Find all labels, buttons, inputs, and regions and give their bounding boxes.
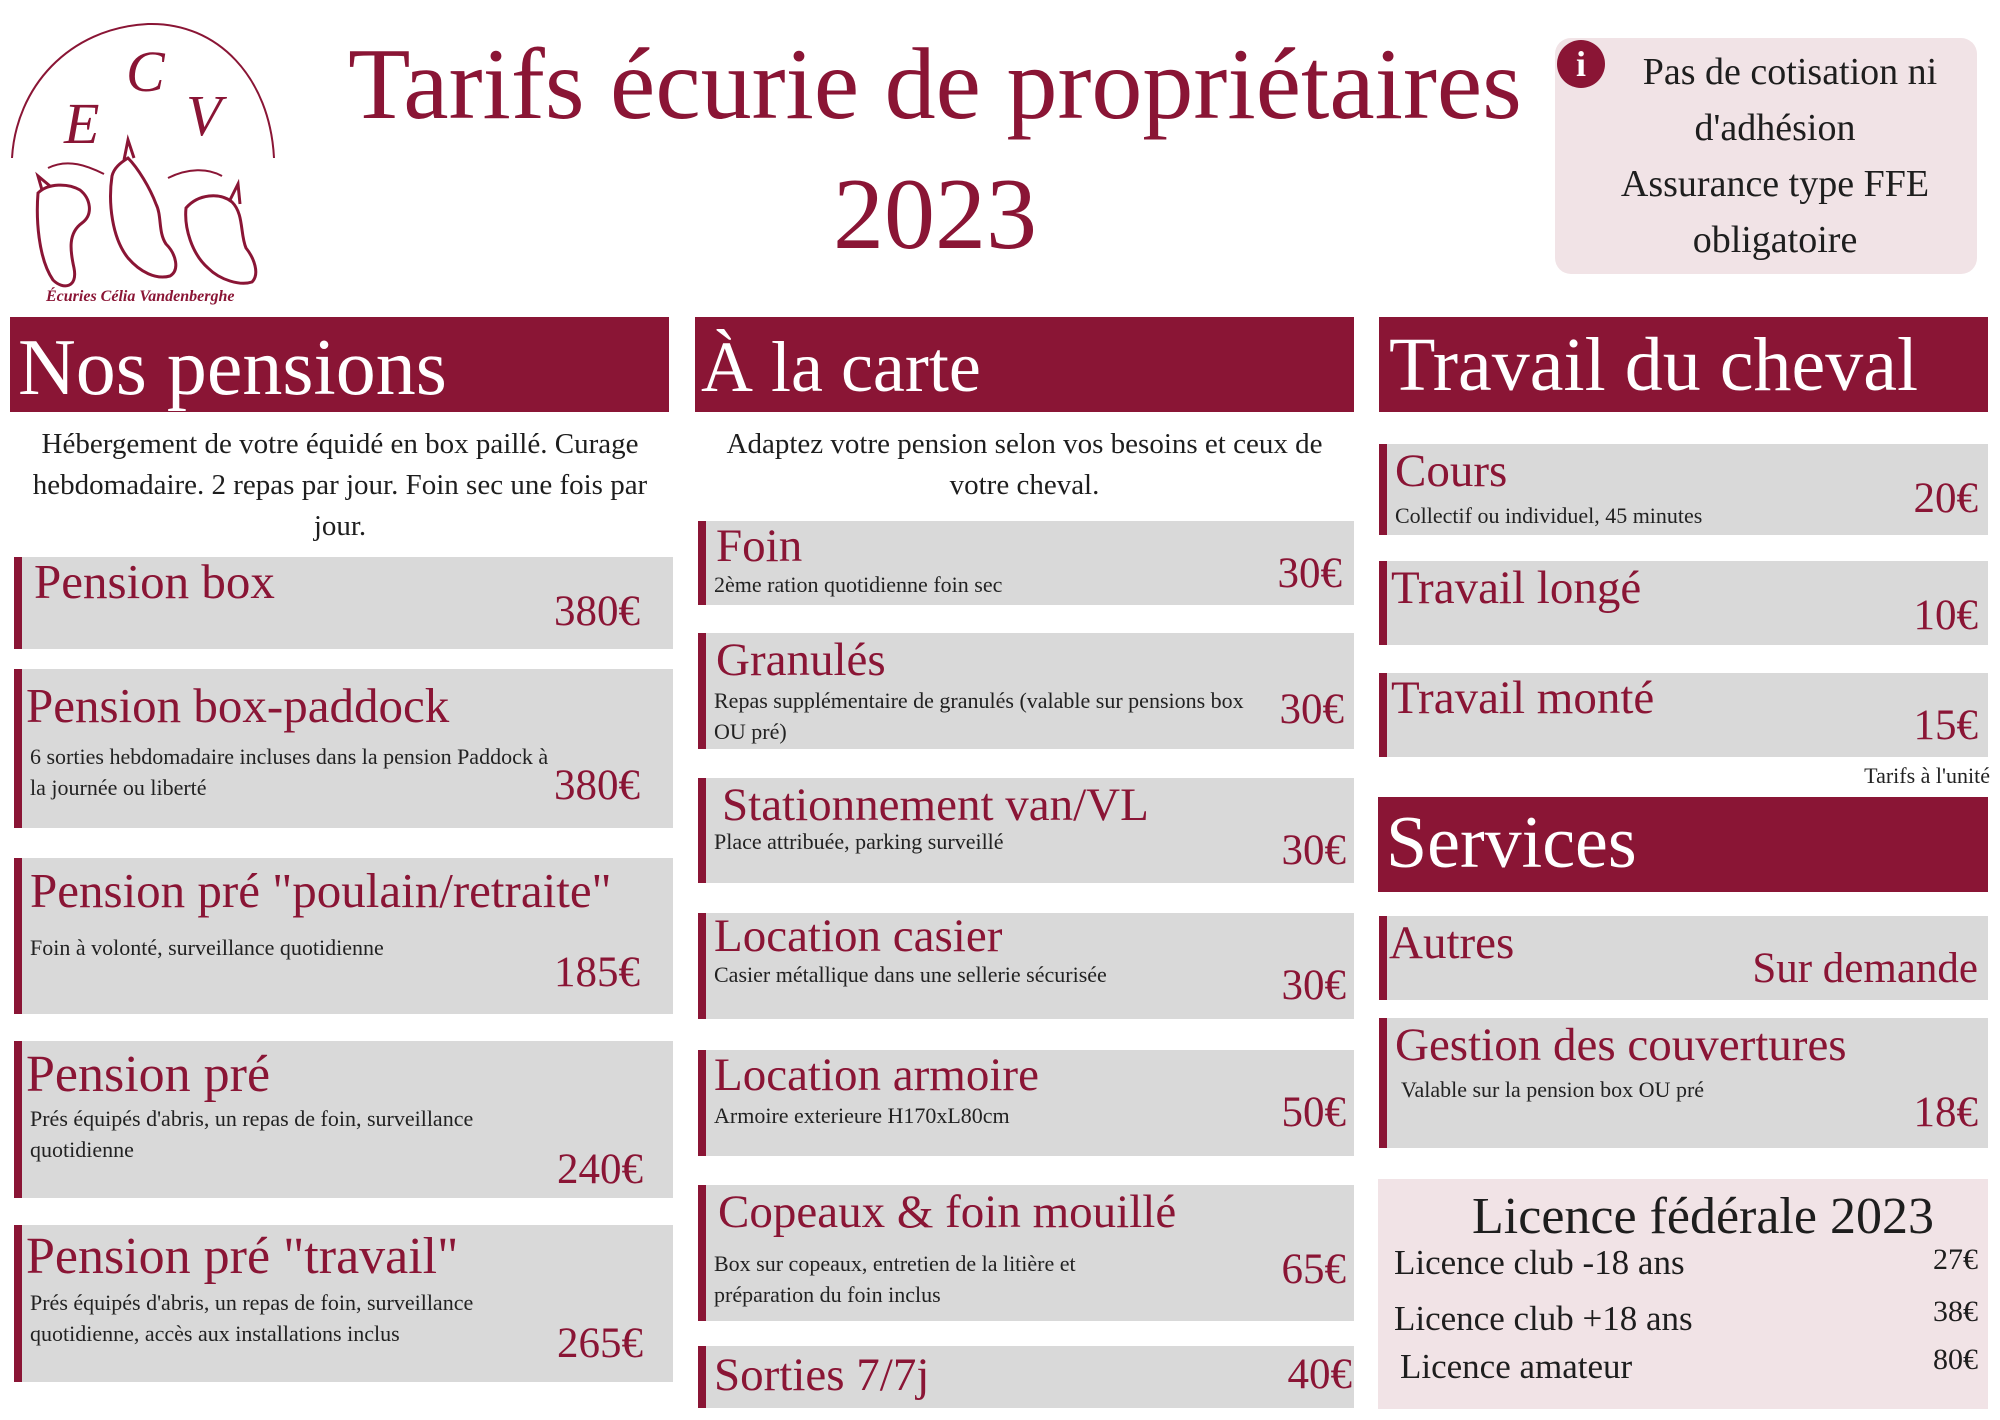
logo-letter-c: C (126, 39, 165, 104)
card-title: Autres (1389, 917, 1515, 969)
card-price: 65€ (1281, 1246, 1346, 1293)
copeaux-card (698, 1185, 1354, 1321)
carte-header: À la carte (695, 317, 1354, 412)
card-desc: 2ème ration quotidienne foin sec (714, 572, 1003, 597)
card-title: Cours (1395, 445, 1508, 497)
card-price: Sur demande (1752, 945, 1978, 992)
logo-letter-v: V (186, 83, 222, 148)
card-price: 380€ (554, 588, 640, 635)
card-price: 30€ (1277, 550, 1342, 597)
info-line-1: Pas de cotisation ni (1642, 51, 1938, 93)
granules-card (698, 633, 1354, 749)
card-desc: Place attribuée, parking surveillé (714, 829, 1004, 854)
card-price: 265€ (557, 1320, 643, 1367)
card-title: Pension box (34, 554, 275, 609)
travail-longe-card (1379, 561, 1988, 645)
licence-label-2: Licence club +18 ans (1394, 1299, 1693, 1338)
card-price: 240€ (557, 1146, 643, 1193)
card-price: 185€ (554, 949, 640, 996)
pension-box-card (14, 554, 673, 649)
licence-price-2: 38€ (1933, 1295, 1978, 1328)
card-title: Foin (716, 520, 803, 572)
card-desc: Repas supplémentaire de granulés (valable sur pensions box OU pré) (714, 688, 1244, 744)
card-price: 380€ (554, 762, 640, 809)
info-line-3: Assurance type FFE (1620, 163, 1930, 205)
card-desc: Valable sur la pension box OU pré (1401, 1077, 1705, 1102)
card-desc: Prés équipés d'abris, un repas de foin, surveillance quotidienne, accès aux installations inclus (30, 1290, 474, 1346)
card-title: Gestion des couvertures (1395, 1019, 1847, 1071)
location-casier-card (698, 910, 1354, 1019)
location-armoire-card (698, 1050, 1354, 1156)
card-price: 10€ (1913, 592, 1978, 639)
pension-box-paddock-card (14, 669, 673, 828)
info-icon: i (1557, 40, 1605, 88)
card-desc: Casier métallique dans une sellerie sécurisée (714, 962, 1107, 987)
card-title: Location armoire (714, 1049, 1039, 1101)
licence-title: Licence fédérale 2023 (1472, 1188, 1934, 1245)
pensions-intro: Hébergement de votre équidé en box paillé. Curage hebdomadaire. 2 repas par jour. Foin sec une fois par jour. (32, 428, 648, 542)
card-title: Location casier (714, 910, 1003, 962)
card-price: 30€ (1281, 827, 1346, 874)
travail-monte-card (1379, 673, 1988, 757)
licence-price-3: 80€ (1933, 1343, 1978, 1376)
licence-label-3: Licence amateur (1400, 1347, 1633, 1386)
sorties-card (698, 1346, 1354, 1408)
card-title: Pension pré "poulain/retraite" (30, 863, 612, 918)
card-desc: Armoire exterieure H170xL80cm (714, 1103, 1010, 1128)
licence-box (1378, 1179, 1988, 1409)
pension-pre-travail-card (14, 1225, 673, 1382)
card-title: Pension pré (26, 1046, 271, 1103)
card-title: Copeaux & foin mouillé (718, 1186, 1177, 1238)
card-price: 50€ (1281, 1089, 1346, 1136)
logo-letter-e: E (64, 91, 100, 156)
info-line-4: obligatoire (1692, 219, 1858, 261)
card-price: 40€ (1287, 1351, 1352, 1398)
licence-label-1: Licence club -18 ans (1394, 1243, 1685, 1282)
tarifs-unite-note: Tarifs à l'unité (1864, 763, 1990, 788)
pensions-header: Nos pensions (10, 317, 669, 412)
card-desc: Box sur copeaux, entretien de la litière et préparation du foin inclus (714, 1251, 1076, 1307)
travail-header: Travail du cheval (1379, 317, 1988, 412)
card-title: Travail longé (1391, 562, 1642, 614)
card-desc: Prés équipés d'abris, un repas de foin, surveillance quotidienne (30, 1106, 474, 1162)
card-title: Pension box-paddock (26, 678, 450, 733)
info-box (1555, 38, 1977, 274)
services-header: Services (1378, 797, 1988, 892)
pension-pre-poulain-card (14, 858, 673, 1014)
carte-intro: Adaptez votre pension selon vos besoins et ceux de votre cheval. (726, 428, 1323, 501)
card-price: 20€ (1913, 475, 1978, 522)
cours-card (1379, 444, 1988, 535)
card-desc: Foin à volonté, surveillance quotidienne (30, 935, 384, 960)
card-title: Travail monté (1391, 672, 1655, 724)
card-price: 15€ (1913, 702, 1978, 749)
logo-caption: Écuries Célia Vandenberghe (46, 288, 235, 305)
card-title: Sorties 7/7j (714, 1349, 930, 1401)
stationnement-card (698, 778, 1354, 883)
logo (8, 18, 280, 313)
card-desc: Collectif ou individuel, 45 minutes (1395, 503, 1703, 528)
pension-pre-card (14, 1041, 673, 1198)
foin-card (698, 521, 1354, 605)
card-price: 18€ (1913, 1089, 1978, 1136)
info-line-2: d'adhésion (1694, 107, 1856, 149)
info-text (1575, 44, 1975, 268)
page-title-line1: Tarifs écurie de propriétaires (348, 28, 1522, 141)
card-price: 30€ (1281, 962, 1346, 1009)
page-title (300, 20, 1570, 280)
licence-price-1: 27€ (1933, 1243, 1978, 1276)
card-title: Granulés (716, 634, 886, 686)
card-price: 30€ (1279, 686, 1344, 733)
autres-card (1379, 916, 1988, 1000)
card-title: Stationnement van/VL (722, 779, 1149, 831)
gestion-couvertures-card (1379, 1018, 1988, 1148)
card-desc: 6 sorties hebdomadaire incluses dans la pension Paddock à la journée ou liberté (30, 744, 549, 800)
page-title-year: 2023 (833, 158, 1037, 271)
card-title: Pension pré "travail" (26, 1228, 459, 1285)
